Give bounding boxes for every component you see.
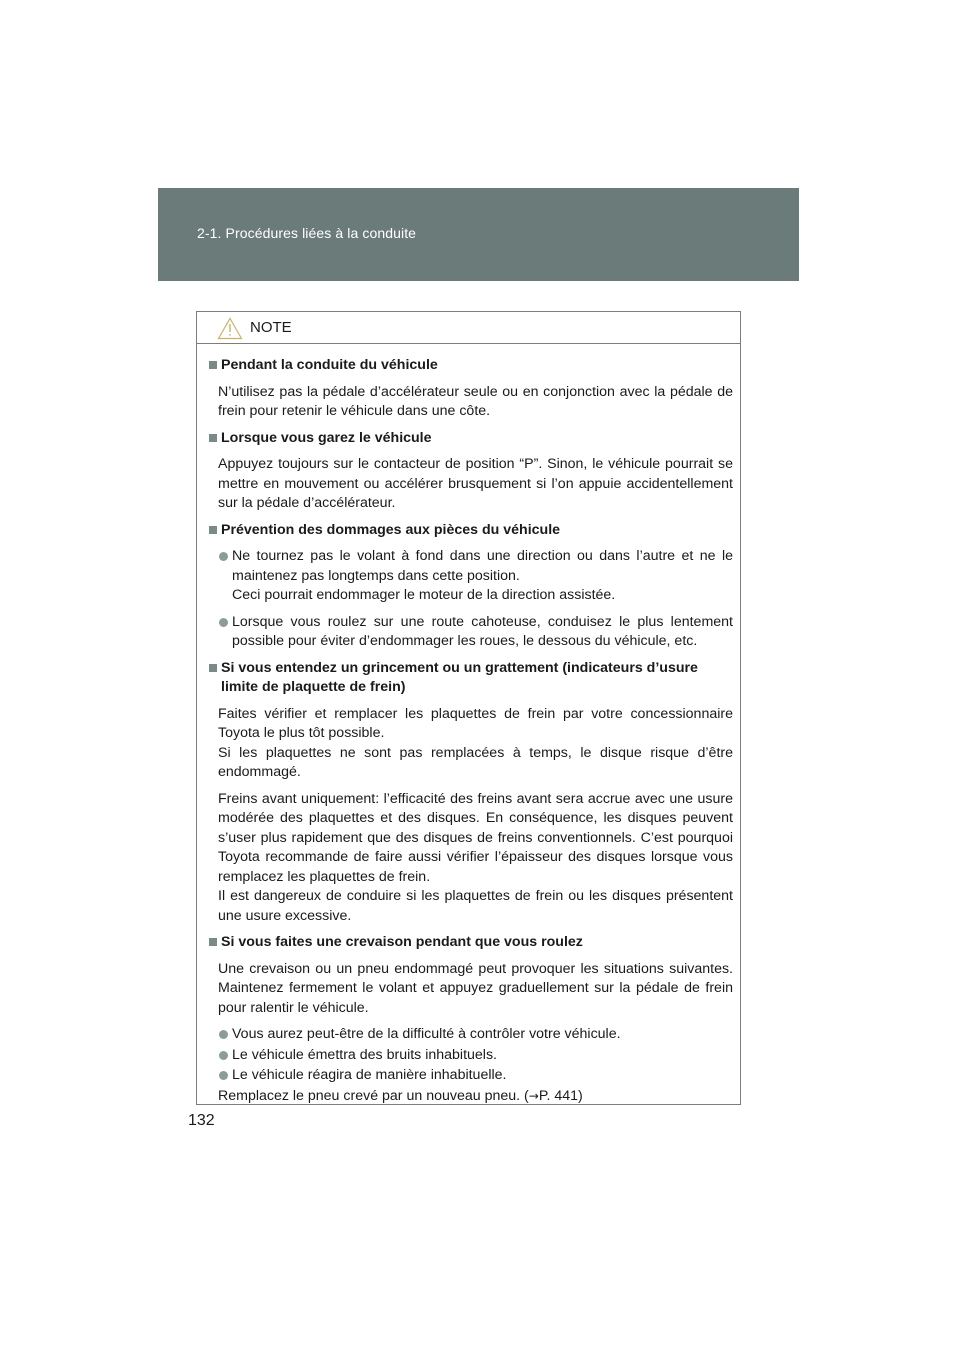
note-title: NOTE	[250, 319, 292, 336]
section-heading: Pendant la conduite du véhicule	[209, 356, 733, 376]
note-header	[197, 312, 740, 344]
page-reference: P. 441)	[538, 1087, 583, 1104]
section-title: 2-1. Procédures liées à la conduite	[197, 225, 417, 241]
bullet-item: Vous aurez peut-être de la difficulté à contrôler votre véhicule.	[209, 1025, 733, 1045]
square-bullet-icon	[209, 938, 217, 946]
section-heading: Prévention des dommages aux pièces du véhicule	[209, 521, 733, 541]
arrow-icon: →	[528, 1088, 539, 1103]
paragraph: Une crevaison ou un pneu endommagé peut provoquer les situations suivantes. Maintenez fermement le volant et appuyez graduellement sur la pédale de frein pour ralentir le véhicule.	[218, 960, 733, 1016]
bullet-item: Lorsque vous roulez sur une route cahoteuse, conduisez le plus lentement possible pour éviter d’endommager les roues, le dessous du véhicule, etc.	[209, 613, 733, 652]
bullet-item: Ne tournez pas le volant à fond dans une direction ou dans l’autre et ne le maintenez pas longtemps dans cette position. Ceci pourrait endommager le moteur de la direction assistée.	[209, 547, 733, 606]
paragraph: N’utilisez pas la pédale d’accélérateur seule ou en conjonction avec la pédale de frein pour retenir le véhicule dans une côte.	[218, 383, 733, 419]
page-number: 132	[188, 1112, 215, 1129]
paragraph: Freins avant uniquement: l’efficacité des freins avant sera accrue avec une usure modérée des plaquettes et des disques. En conséquence, les disques peuvent s’user plus rapidement que des disques de freins conventionnels. C’est pourquoi Toyota recommande de faire aussi vérifier l’épaisseur des disques lorsque vous remplacez les plaquettes de frein. Il est dangereux de conduire si les plaquettes de frein ou les disques présentent une usure excessive.	[218, 790, 733, 924]
circle-bullet-icon	[219, 1051, 228, 1060]
warning-triangle-icon	[217, 317, 243, 340]
paragraph: Appuyez toujours sur le contacteur de position “P”. Sinon, le véhicule pourrait se mettre en mouvement ou accélérer brusquement si l’on appuie accidentellement sur la pédale d’accélérateur.	[218, 456, 733, 511]
square-bullet-icon	[209, 664, 217, 672]
paragraph: Faites vérifier et remplacer les plaquettes de frein par votre concessionnaire Toyota le plus tôt possible. Si les plaquettes ne sont pas remplacées à temps, le disque risque d’être endommagé.	[218, 705, 733, 780]
circle-bullet-icon	[219, 552, 228, 561]
note-box	[196, 311, 741, 1105]
paragraph: Remplacez le pneu crevé par un nouveau pneu. (→P. 441)	[218, 1087, 583, 1104]
section-heading: Si vous faites une crevaison pendant que vous roulez	[209, 933, 733, 953]
note-body	[197, 344, 740, 1106]
circle-bullet-icon	[219, 1030, 228, 1039]
square-bullet-icon	[209, 526, 217, 534]
circle-bullet-icon	[219, 618, 228, 627]
square-bullet-icon	[209, 361, 217, 369]
square-bullet-icon	[209, 434, 217, 442]
bullet-item: Le véhicule réagira de manière inhabituelle.	[209, 1066, 733, 1086]
section-heading: Si vous entendez un grincement ou un grattement (indicateurs d’usure limite de plaquette de frein)	[209, 659, 733, 698]
bullet-item: Le véhicule émettra des bruits inhabituels.	[209, 1046, 733, 1066]
circle-bullet-icon	[219, 1071, 228, 1080]
header-band	[158, 188, 799, 281]
section-heading: Lorsque vous garez le véhicule	[209, 429, 733, 449]
